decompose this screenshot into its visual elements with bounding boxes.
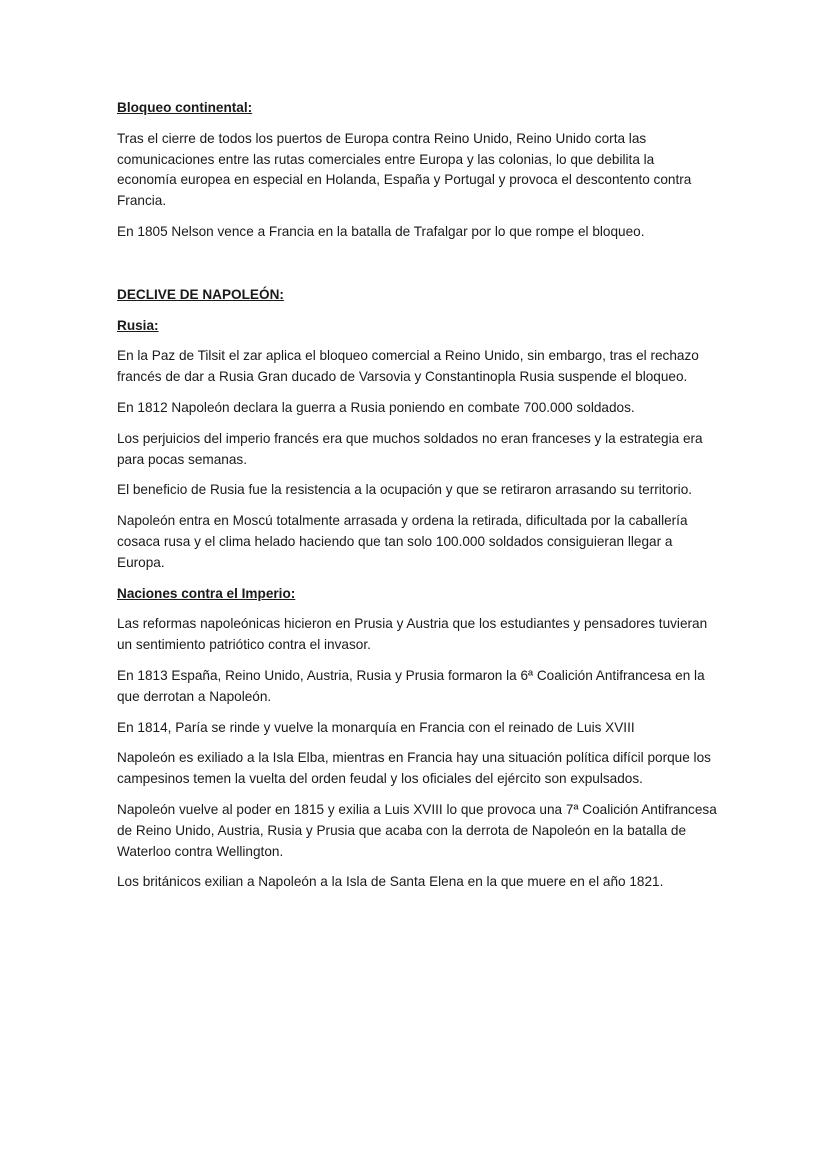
section-spacer (117, 253, 717, 285)
paragraph: Tras el cierre de todos los puertos de Europa contra Reino Unido, Reino Unido corta las comunicaciones entre las rutas comerciales entre Europa y las colonias, lo que debilita la economía europea en especial en Holanda, España y Portugal y provoca el descontento contra Francia. (117, 130, 692, 209)
subsection-heading-rusia: Rusia: (117, 317, 159, 333)
paragraph: En 1805 Nelson vence a Francia en la batalla de Trafalgar por lo que rompe el bloqueo. (117, 223, 645, 239)
paragraph: El beneficio de Rusia fue la resistencia a la ocupación y que se retiraron arrasando su territorio. (117, 482, 693, 498)
section-heading-declive: DECLIVE DE NAPOLEÓN: (117, 286, 284, 302)
document-page (117, 98, 717, 903)
paragraph: En 1812 Napoleón declara la guerra a Rusia poniendo en combate 700.000 soldados. (117, 399, 635, 415)
paragraph: En 1813 España, Reino Unido, Austria, Rusia y Prusia formaron la 6ª Coalición Antifrancesa en la que derrotan a Napoleón. (117, 667, 705, 704)
paragraph: Los británicos exilian a Napoleón a la Isla de Santa Elena en la que muere en el año 1821. (117, 874, 664, 890)
paragraph: Napoleón vuelve al poder en 1815 y exilia a Luis XVIII lo que provoca una 7ª Coalición Antifrancesa de Reino Unido, Austria, Rusia y Prusia que acaba con la derrota de Napoleón en la batalla de Waterloo contra Wellington. (117, 801, 717, 859)
subsection-heading-naciones: Naciones contra el Imperio: (117, 585, 296, 601)
paragraph: Napoleón entra en Moscú totalmente arrasada y ordena la retirada, dificultada por la caballería cosaca rusa y el clima helado haciendo que tan solo 100.000 soldados consiguieran llegar a Europa. (117, 513, 688, 570)
paragraph: En la Paz de Tilsit el zar aplica el bloqueo comercial a Reino Unido, sin embargo, tras el rechazo francés de dar a Rusia Gran ducado de Varsovia y Constantinopla Rusia suspende el bloqueo. (117, 348, 699, 385)
paragraph: Napoleón es exiliado a la Isla Elba, mientras en Francia hay una situación política difícil porque los campesinos temen la vuelta del orden feudal y los oficiales del ejército son expulsados. (117, 750, 711, 787)
paragraph: En 1814, Paría se rinde y vuelve la monarquía en Francia con el reinado de Luis XVIII (117, 719, 635, 735)
section-heading-bloqueo: Bloqueo continental: (117, 100, 253, 115)
paragraph: Las reformas napoleónicas hicieron en Prusia y Austria que los estudiantes y pensadores tuvieran un sentimiento patriótico contra el invasor. (117, 616, 708, 653)
paragraph: Los perjuicios del imperio francés era que muchos soldados no eran franceses y la estrategia era para pocas semanas. (117, 430, 703, 467)
